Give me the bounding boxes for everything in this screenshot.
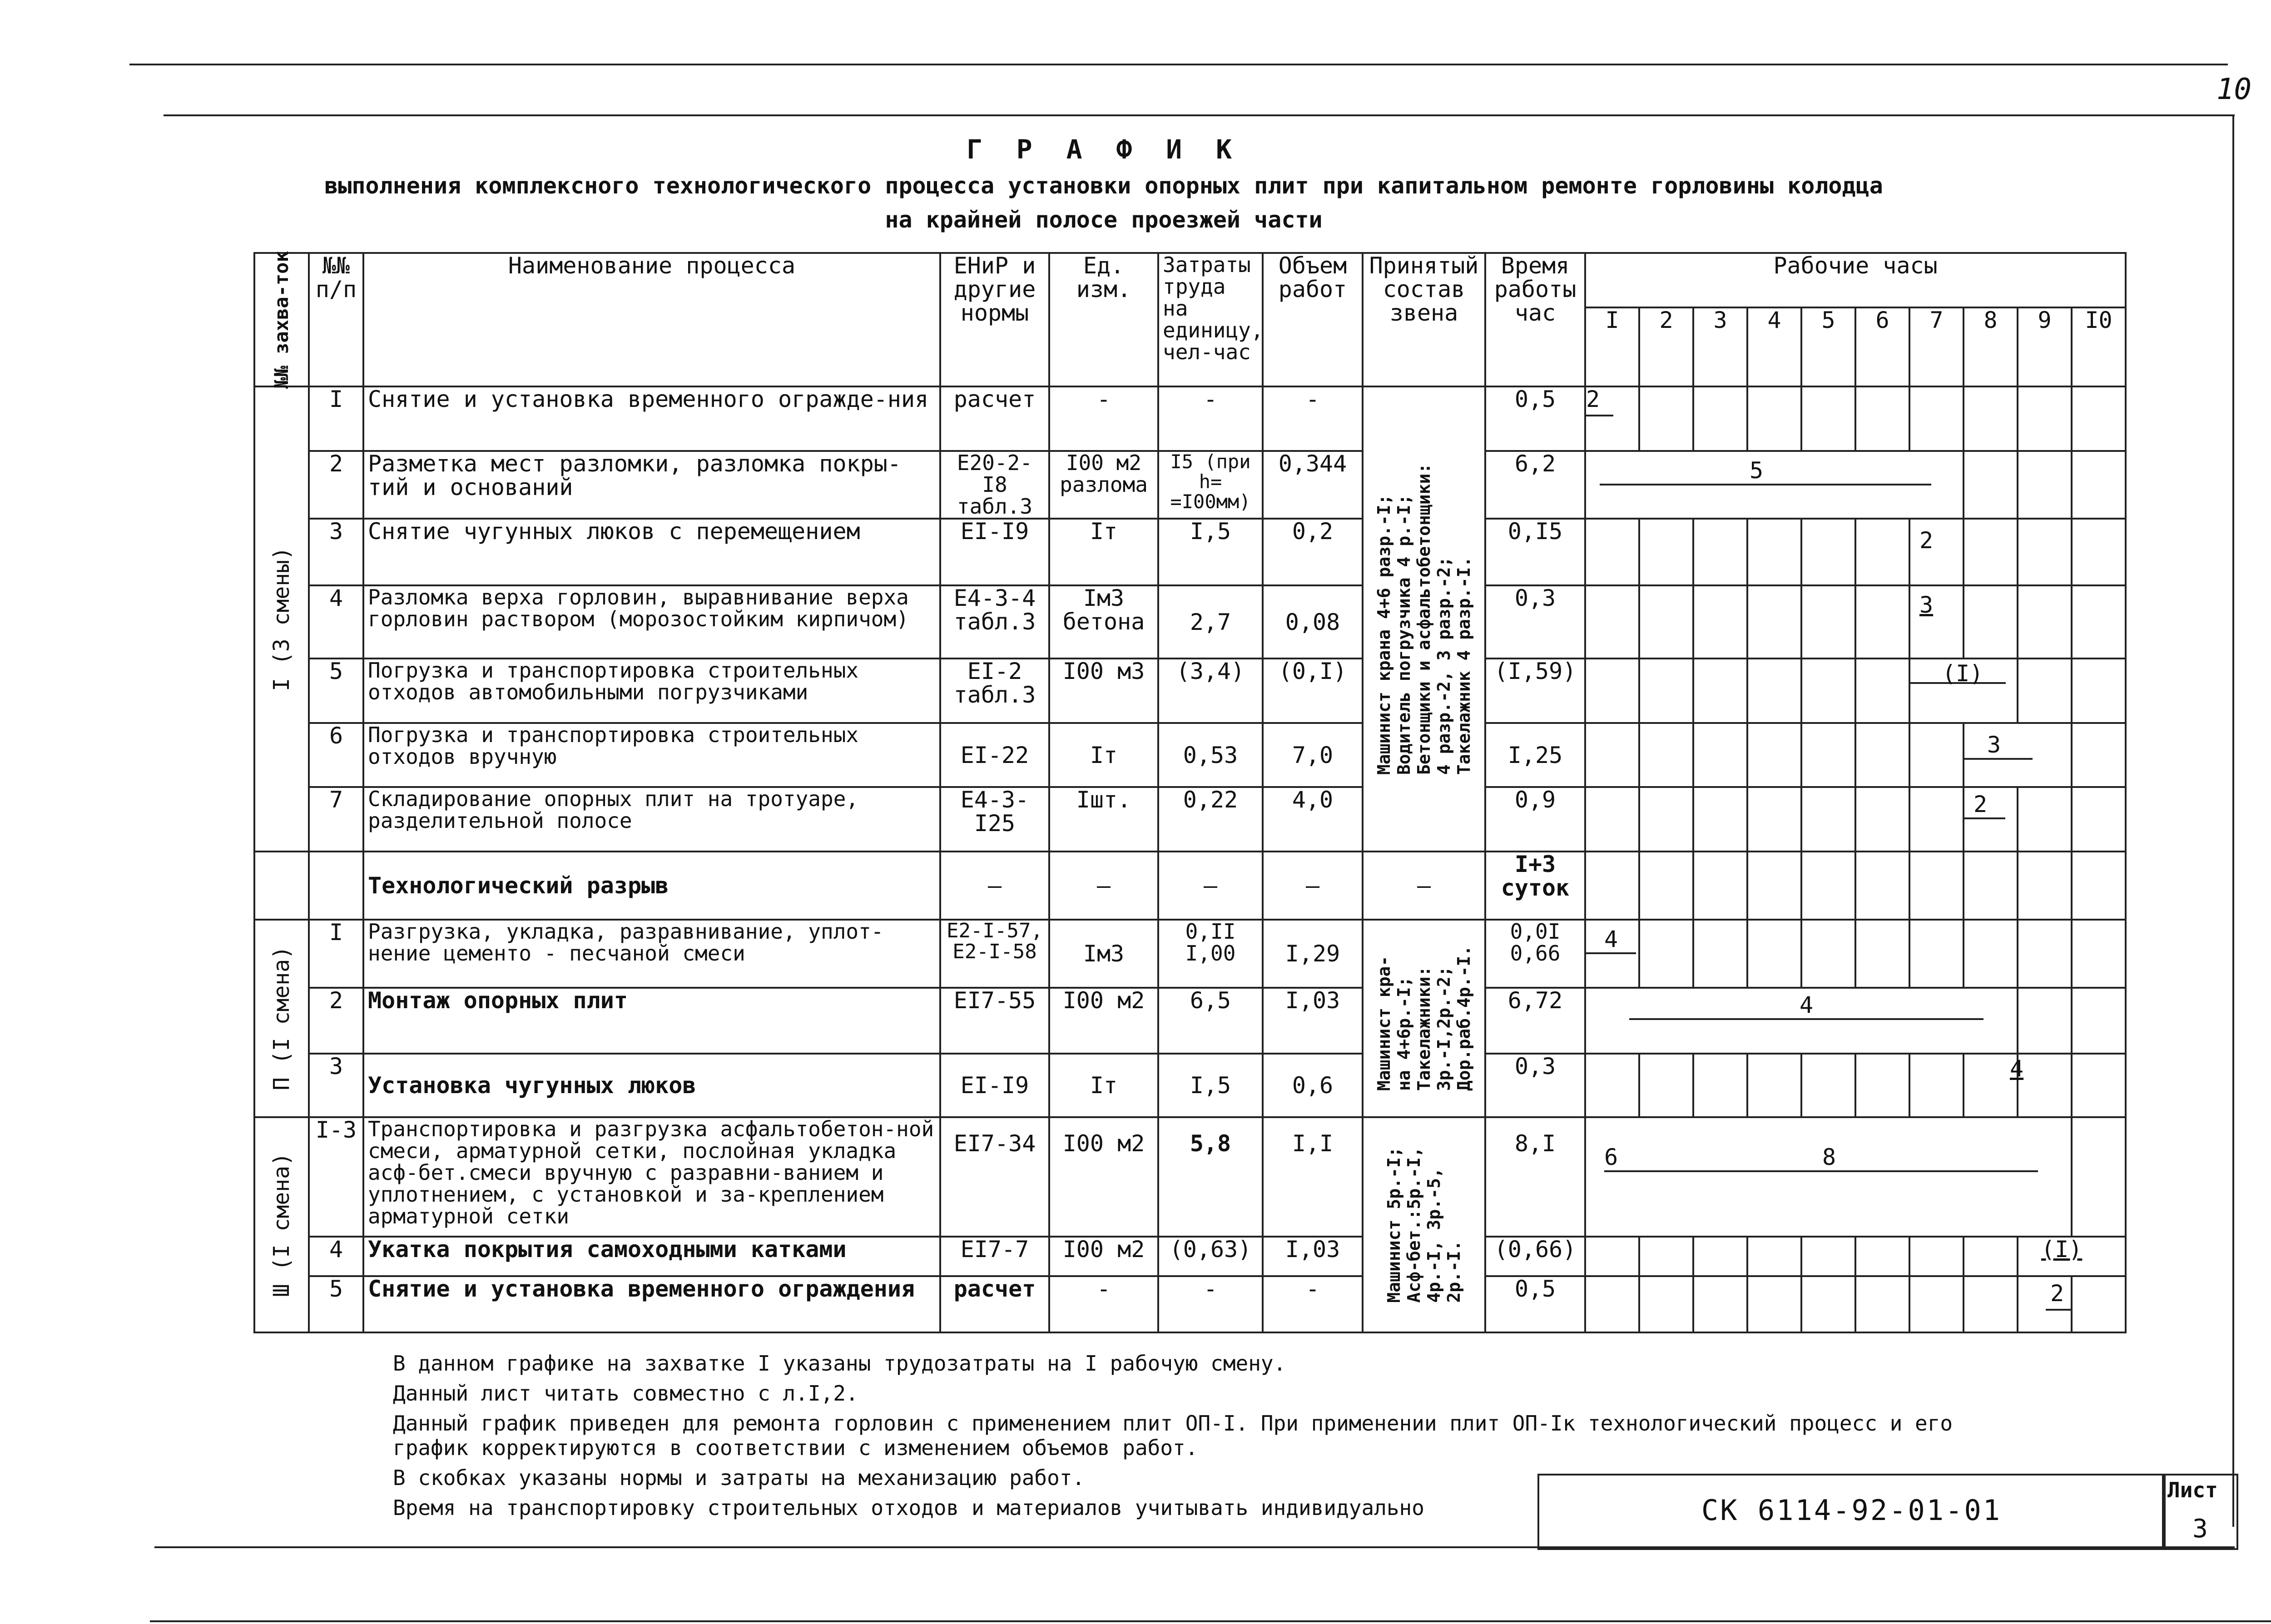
work-time: 0,3	[1485, 1054, 1585, 1117]
document-subtitle: выполнения комплексного технологического процесса установки опорных плит при капитальном ремонте горловины колодца	[324, 173, 1883, 199]
bar-label: 5	[1750, 457, 1764, 484]
process-name: Монтаж опорных плит	[363, 988, 940, 1054]
volume: 0,344	[1263, 451, 1363, 519]
schedule-table	[253, 252, 2127, 1333]
unit: -	[1049, 1276, 1158, 1332]
hour-span	[1585, 451, 1964, 519]
document-code: СК 6114-92-01-01	[1701, 1494, 2002, 1527]
hour-span	[1964, 723, 2072, 787]
zahvatka-2-cell: П (I смена)	[254, 920, 309, 1117]
volume: 0,2	[1263, 519, 1363, 585]
page-number: 10	[2216, 73, 2252, 106]
norm: ЕI-22	[940, 723, 1049, 787]
hour-2: 2	[1639, 307, 1693, 386]
row-num: 6	[309, 723, 363, 787]
labor: 2,7	[1158, 585, 1263, 659]
bar-label: 4	[1604, 926, 1618, 952]
volume: I,29	[1263, 920, 1363, 988]
row-num	[309, 852, 363, 920]
hour-span	[1585, 988, 2018, 1054]
labor: I5 (при h= =I00мм)	[1158, 451, 1263, 519]
table-row	[254, 386, 2126, 451]
row-num: 5	[309, 659, 363, 723]
unit: I00 м2 разлома	[1049, 451, 1158, 519]
process-name: Погрузка и транспортировка строительных отходов автомобильными погрузчиками	[363, 659, 940, 723]
hour-9: 9	[2018, 307, 2072, 386]
volume: -	[1263, 386, 1363, 451]
process-name: Разломка верха горловин, выравнивание верха горловин раствором (морозостойким кирпичом)	[363, 585, 940, 659]
row-num: 5	[309, 1276, 363, 1332]
hour-1: I	[1585, 307, 1639, 386]
gantt-bar	[2046, 1309, 2071, 1311]
work-time: (0,66)	[1485, 1237, 1585, 1277]
table-row	[254, 787, 2126, 852]
bar-label: 6	[1604, 1144, 1618, 1170]
hour-6: 6	[1855, 307, 1909, 386]
header-norms: ЕНиР и другие нормы	[940, 253, 1049, 386]
norm: Е2-I-57, Е2-I-58	[940, 920, 1049, 988]
header-time: Время работы час	[1485, 253, 1585, 386]
header-num: №№ п/п	[309, 253, 363, 386]
process-name: Снятие и установка временного ограждения	[363, 1276, 940, 1332]
crew-2-list: Машинист кра- на 4+6р.-I; Такелажники: 3р.-I,2р.-2; Дор.раб.4р.-I.	[1374, 945, 1474, 1091]
work-time: 0,5	[1485, 1276, 1585, 1332]
process-name: Разгрузка, укладка, разравнивание, уплот-нение цементо - песчаной смеси	[363, 920, 940, 988]
bar-label: (I)	[1942, 660, 1983, 687]
row-num: 3	[309, 519, 363, 585]
zahvatka-1-cell: I (3 смены)	[254, 386, 309, 852]
gantt-bar	[1964, 758, 2033, 760]
bar-label: 3	[1919, 591, 1934, 618]
crew-1-cell	[1363, 386, 1485, 852]
norm: расчет	[940, 386, 1049, 451]
table-row	[254, 1237, 2126, 1277]
volume: -	[1263, 1276, 1363, 1332]
norm: Е4-3-I25	[940, 787, 1049, 852]
work-time: I,25	[1485, 723, 1585, 787]
table-row	[254, 585, 2126, 659]
note: В данном графике на захватке I указаны трудозатраты на I рабочую смену.	[393, 1351, 1286, 1376]
table-row	[254, 519, 2126, 585]
work-time: 6,72	[1485, 988, 1585, 1054]
table-row	[254, 1054, 2126, 1117]
labor: (3,4)	[1158, 659, 1263, 723]
norm: Е4-3-4 табл.3	[940, 585, 1049, 659]
sheet-number: 3	[2192, 1514, 2208, 1544]
top-border-line	[129, 64, 2228, 65]
row-num: 3	[309, 1054, 363, 1117]
labor: -	[1158, 1276, 1263, 1332]
document-subtitle-2: на крайней полосе проезжей части	[885, 207, 1323, 233]
gantt-bar	[1964, 817, 2005, 819]
header-volume: Объем работ	[1263, 253, 1363, 386]
bar-label: 2	[1586, 386, 1600, 412]
bar-label: (I)	[2041, 1236, 2083, 1263]
row-num: I	[309, 920, 363, 988]
work-time: 0,5	[1485, 386, 1585, 451]
labor: 0,53	[1158, 723, 1263, 787]
document-title: Г Р А Ф И К	[966, 134, 1241, 165]
process-name: Технологический разрыв	[363, 852, 940, 920]
zahvatka-3-cell: Ш (I смена)	[254, 1117, 309, 1332]
hour-10: I0	[2072, 307, 2126, 386]
labor: 5,8	[1158, 1117, 1263, 1237]
process-name: Укатка покрытия самоходными катками	[363, 1237, 940, 1277]
process-name: Транспортировка и разгрузка асфальтобетон-ной смеси, арматурной сетки, послойная укладка асф-бет.смеси вручную с разравни-ванием и уплотнением, с установкой и за-креплением арматурной сетки	[363, 1117, 940, 1237]
crew-1-list: Машинист крана 4+6 разр.-I; Водитель погрузчика 4 р.-I; Бетонщики и асфальтобетонщики: 4 разр.-2, 3 разр.-2; Такелажник 4 разр.-I.	[1374, 463, 1474, 775]
row-num: I-3	[309, 1117, 363, 1237]
process-name: Погрузка и транспортировка строительных отходов вручную	[363, 723, 940, 787]
unit: Iт	[1049, 1054, 1158, 1117]
note: график корректируются в соответствии с изменением объемов работ.	[393, 1436, 1198, 1460]
hour-5: 5	[1801, 307, 1855, 386]
process-name: Снятие и установка временного огражде-ния	[363, 386, 940, 451]
process-name: Снятие чугунных люков с перемещением	[363, 519, 940, 585]
gantt-bar	[1604, 1170, 2038, 1172]
labor: I,5	[1158, 1054, 1263, 1117]
unit: Iшт.	[1049, 787, 1158, 852]
unit: I00 м2	[1049, 1237, 1158, 1277]
hour-span	[1909, 659, 2018, 723]
process-name: Складирование опорных плит на тротуаре, разделительной полосе	[363, 787, 940, 852]
volume: 7,0	[1263, 723, 1363, 787]
row-num: 7	[309, 787, 363, 852]
unit: Iт	[1049, 519, 1158, 585]
norm: расчет	[940, 1276, 1049, 1332]
table-row	[254, 988, 2126, 1054]
process-name: Разметка мест разломки, разломка покры-тий и оснований	[363, 451, 940, 519]
hour-4: 4	[1747, 307, 1801, 386]
norm: ЕI7-55	[940, 988, 1049, 1054]
row-num: 4	[309, 585, 363, 659]
title-block-stamp	[1537, 1474, 2166, 1550]
labor: -	[1158, 386, 1263, 451]
hour-span	[1585, 1117, 2072, 1237]
norm: Е20-2-I8 табл.3	[940, 451, 1049, 519]
volume: 0,6	[1263, 1054, 1363, 1117]
hour-cell	[1909, 519, 1964, 585]
work-time: 0,9	[1485, 787, 1585, 852]
table-row	[254, 723, 2126, 787]
volume: 0,08	[1263, 585, 1363, 659]
hour-cell	[1585, 920, 1639, 988]
crew-3-cell	[1363, 1117, 1485, 1332]
bar-label: 2	[2050, 1280, 2064, 1307]
hour-3: 3	[1693, 307, 1747, 386]
hour-cell	[2018, 1276, 2072, 1332]
hour-cell	[1909, 585, 1964, 659]
norm: ЕI-2 табл.3	[940, 659, 1049, 723]
frame-top-line	[164, 114, 2235, 116]
bar-label: 2	[1973, 791, 1988, 818]
table-row	[254, 1276, 2126, 1332]
unit: I00 м2	[1049, 1117, 1158, 1237]
table-row: Технологический разрыв — — — — — I+3 суток	[254, 852, 2126, 920]
table-row	[254, 1117, 2126, 1237]
norm: ЕI7-34	[940, 1117, 1049, 1237]
unit: I00 м3	[1049, 659, 1158, 723]
work-time: 6,2	[1485, 451, 1585, 519]
hour-cell	[1964, 1054, 2024, 1117]
table-row	[254, 451, 2126, 519]
norm: ЕI-I9	[940, 1054, 1049, 1117]
hour-span	[2018, 1237, 2126, 1277]
unit: -	[1049, 386, 1158, 451]
hour-cell	[1964, 787, 2018, 852]
volume: I,I	[1263, 1117, 1363, 1237]
work-time: (I,59)	[1485, 659, 1585, 723]
labor: 0,22	[1158, 787, 1263, 852]
crew-2-cell	[1363, 920, 1485, 1117]
bar-label: 4	[2010, 1055, 2024, 1082]
hour-7: 7	[1909, 307, 1964, 386]
row-num: 2	[309, 988, 363, 1054]
gantt-bar	[1586, 952, 1636, 954]
frame-right-line	[2232, 114, 2234, 1527]
header-crew: Принятый состав звена	[1363, 253, 1485, 386]
crew-3-list: Машинист 5р.-I; Асф-бет.:5р.-I, 4р.-I, 3р.-5, 2р.-I.	[1384, 1147, 1464, 1303]
work-time: I+3 суток	[1485, 852, 1585, 920]
labor: 6,5	[1158, 988, 1263, 1054]
table-row	[254, 920, 2126, 988]
sheet-number-box	[2162, 1474, 2238, 1550]
hour-cell	[1585, 386, 1639, 451]
row-num: 2	[309, 451, 363, 519]
row-num: I	[309, 386, 363, 451]
header-name: Наименование процесса	[363, 253, 940, 386]
header-unit: Ед. изм.	[1049, 253, 1158, 386]
note: Данный график приведен для ремонта горловин с применением плит ОП-I. При применении плит ОП-Iк технологический процесс и его	[393, 1411, 1953, 1436]
bar-label: 3	[1987, 731, 2001, 758]
norm: ЕI7-7	[940, 1237, 1049, 1277]
volume: I,03	[1263, 1237, 1363, 1277]
bar-label: 2	[1919, 527, 1934, 554]
work-time: 0,3	[1485, 585, 1585, 659]
header-labor: Затраты труда на единицу, чел-час	[1158, 253, 1263, 386]
labor: 0,II I,00	[1158, 920, 1263, 988]
sheet-label: Лист	[2167, 1478, 2218, 1502]
unit: Iм3 бетона	[1049, 585, 1158, 659]
unit: I00 м2	[1049, 988, 1158, 1054]
work-time: 0,0I 0,66	[1485, 920, 1585, 988]
volume: (0,I)	[1263, 659, 1363, 723]
gantt-bar	[1586, 415, 1613, 416]
labor: I,5	[1158, 519, 1263, 585]
note: Время на транспортировку строительных отходов и материалов учитывать индивидуально	[393, 1495, 1424, 1520]
note: Данный лист читать совместно с л.I,2.	[393, 1381, 858, 1406]
hour-8: 8	[1964, 307, 2018, 386]
header-row-1	[254, 253, 2126, 307]
labor: (0,63)	[1158, 1237, 1263, 1277]
bar-label: 8	[1822, 1144, 1836, 1170]
volume: I,03	[1263, 988, 1363, 1054]
unit: Iм3	[1049, 920, 1158, 988]
note: В скобках указаны нормы и затраты на механизацию работ.	[393, 1466, 1085, 1490]
volume: 4,0	[1263, 787, 1363, 852]
unit: Iт	[1049, 723, 1158, 787]
page-bottom-line	[150, 1620, 2271, 1622]
header-zahvatka: №№ захва-ток	[254, 253, 309, 386]
work-time: 8,I	[1485, 1117, 1585, 1237]
bar-label: 4	[1800, 992, 1814, 1018]
process-name: Установка чугунных люков	[363, 1054, 940, 1117]
header-hours-title: Рабочие часы	[1585, 253, 2126, 307]
row-num: 4	[309, 1237, 363, 1277]
table-row	[254, 659, 2126, 723]
gantt-bar	[1629, 1018, 1983, 1020]
gantt-bar	[1600, 484, 1931, 485]
work-time: 0,I5	[1485, 519, 1585, 585]
norm: ЕI-I9	[940, 519, 1049, 585]
